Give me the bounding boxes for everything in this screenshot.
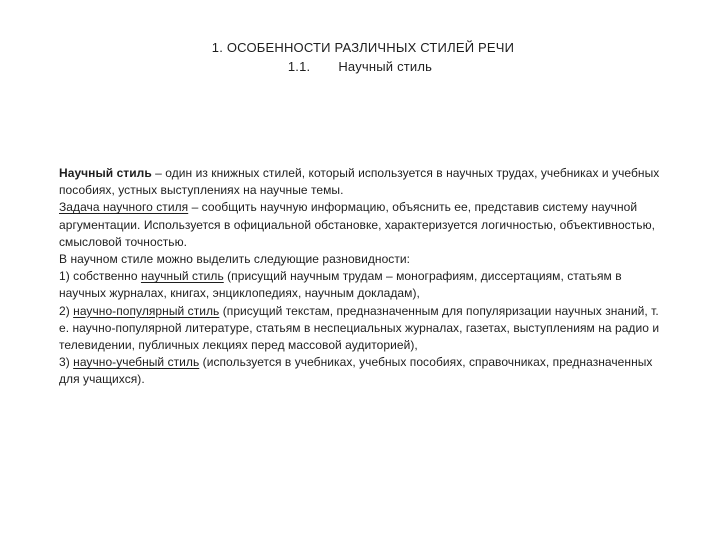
variety-item-3-text: (используется в учебниках, учебных пособиях, справочниках, предназначенных для учащихся). bbox=[59, 355, 653, 387]
task-text: – сообщить научную информацию, объяснить ее, представив систему научной аргументации. Используется в официальной обстановке, характеризуется логичностью, объективностью, смысловой точностью. bbox=[59, 200, 656, 249]
variety-item-1 bbox=[59, 268, 669, 302]
definition-paragraph bbox=[59, 165, 669, 199]
definition-text: – один из книжных стилей, который используется в научных трудах, учебниках и учебных пособиях, устных выступлениях на научные темы. bbox=[59, 166, 660, 198]
variety-item-1-term: научный стиль bbox=[140, 269, 224, 284]
task-term: Задача научного стиля bbox=[59, 200, 189, 215]
subsection-number: 1.1. bbox=[287, 59, 311, 74]
varieties-intro: В научном стиле можно выделить следующие разновидности: bbox=[59, 252, 411, 267]
variety-item-2-prefix: 2) bbox=[59, 303, 74, 318]
variety-item-1-prefix: 1) собственно bbox=[59, 269, 141, 284]
section-title: 1. ОСОБЕННОСТИ РАЗЛИЧНЫХ СТИЛЕЙ РЕЧИ bbox=[211, 40, 515, 55]
term-scientific-style: Научный стиль bbox=[59, 166, 152, 180]
slide-heading bbox=[0, 38, 720, 76]
variety-item-1-text: (присущий научным трудам – монографиям, диссертациям, статьям в научных журналах, книгах, энциклопедиях, научным докладам), bbox=[59, 269, 622, 301]
variety-item-3 bbox=[59, 354, 669, 388]
body-text bbox=[59, 165, 669, 389]
variety-item-2-term: научно-популярный стиль bbox=[73, 303, 220, 318]
subsection-title bbox=[0, 57, 720, 76]
variety-item-3-prefix: 3) bbox=[59, 355, 74, 370]
variety-item-2 bbox=[59, 303, 669, 355]
variety-item-3-term: научно-учебный стиль bbox=[73, 355, 200, 370]
subsection-name: Научный стиль bbox=[338, 59, 433, 74]
task-paragraph bbox=[59, 199, 669, 251]
variety-item-2-text: (присущий текстам, предназначенным для популяризации научных знаний, т. е. научно-популярной литературе, статьям в неспециальных журналах, газетах, выступлениям на радио и телевидении, публичных лекциях перед массовой аудиторией), bbox=[59, 303, 660, 353]
